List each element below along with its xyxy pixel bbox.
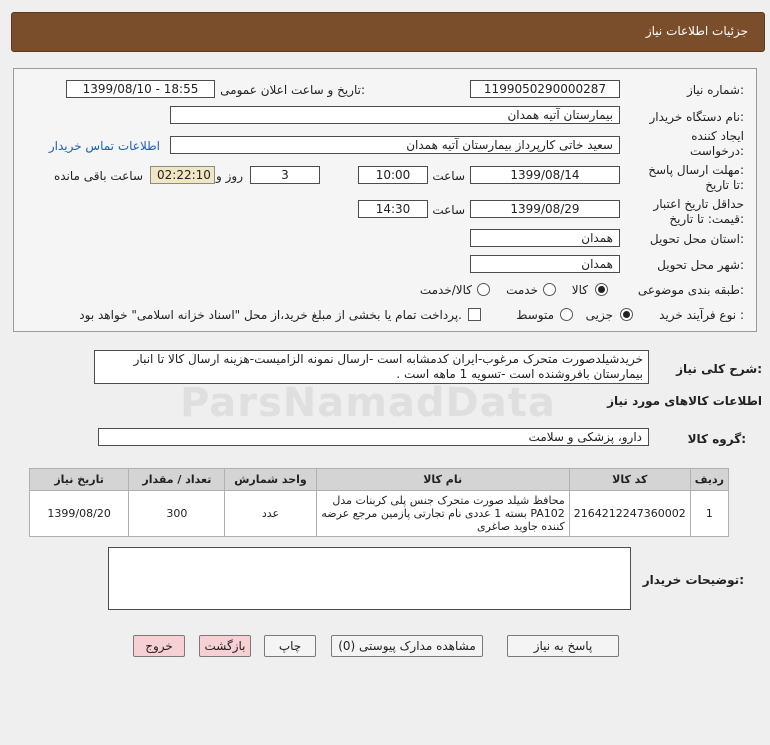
exit-button[interactable]: خروج (133, 635, 185, 657)
process-option-medium: متوسط (516, 308, 554, 322)
city-label: شهر محل تحویل: (657, 258, 744, 272)
deadline-date-field: 1399/08/14 (470, 166, 620, 184)
process-label: نوع فرآیند خرید : (659, 308, 744, 322)
col-name: نام کالا (316, 469, 569, 491)
col-code: کد کالا (569, 469, 690, 491)
description-text: خریدشیلدصورت متحرک مرغوب-ایران کدمشابه است -ارسال نمونه الزامیست-هزینه ارسال کالا تا انبار بیمارستان بافروشنده است -تسویه 1 ماهه است . (94, 350, 649, 384)
buyer-notes-box (108, 547, 631, 610)
category-option-goods-service: کالا/خدمت (419, 283, 472, 297)
category-label: طبقه بندی موضوعی: (637, 283, 744, 297)
category-radio-service[interactable] (543, 283, 556, 296)
description-label: شرح کلی نیاز: (676, 362, 762, 376)
view-attachments-button[interactable]: مشاهده مدارک پیوستی (0) (331, 635, 483, 657)
treasury-payment-note: پرداخت تمام یا بخشی از مبلغ خرید،از محل "اسناد خزانه اسلامی" خواهد بود. (79, 308, 462, 322)
process-radio-medium[interactable] (560, 308, 573, 321)
remaining-label: ساعت باقی مانده (53, 169, 143, 183)
deadline-time-field: 10:00 (358, 166, 428, 184)
cell-code: 2164212247360002 (569, 491, 690, 537)
need-number-field: 1199050290000287 (470, 80, 620, 98)
countdown-timer: 02:22:10 (150, 166, 215, 184)
col-unit: واحد شمارش (225, 469, 316, 491)
creator-field: سعید خاتی کارپرداز بیمارستان آتیه همدان (170, 136, 620, 154)
goods-table (29, 468, 729, 537)
cell-name: محافظ شیلد صورت متحرک جنس پلی کربنات مدل PA102 بسته 1 عددی نام تجارتی پازمین مرجع عرضه کننده جاوید صاغری (316, 491, 569, 537)
category-option-goods: کالا (571, 283, 588, 297)
page-header (11, 12, 765, 52)
cell-quantity: 300 (129, 491, 225, 537)
buyer-contact-link[interactable]: اطلاعات تماس خریدار (48, 139, 160, 153)
announce-datetime-field: 1399/08/10 - 18:55 (66, 80, 215, 98)
validity-time-field: 14:30 (358, 200, 428, 218)
treasury-payment-checkbox[interactable] (468, 308, 481, 321)
city-field: همدان (470, 255, 620, 273)
back-button[interactable]: بازگشت (199, 635, 251, 657)
buyer-org-label: نام دستگاه خریدار: (649, 110, 744, 124)
goods-group-label: گروه کالا: (687, 432, 746, 446)
watermark-text: ParsNamadData (180, 380, 556, 426)
reply-button[interactable]: پاسخ به نیاز (507, 635, 619, 657)
table-row (30, 491, 729, 537)
need-number-label: شماره نیاز: (686, 83, 744, 97)
validity-label-line2: قیمت: تا تاریخ: (669, 212, 744, 226)
process-radio-minor[interactable] (620, 308, 633, 321)
goods-section-title: اطلاعات کالاهای مورد نیاز (607, 394, 762, 408)
goods-group-field: دارو، پزشکی و سلامت (98, 428, 649, 446)
cell-date: 1399/08/20 (30, 491, 129, 537)
deadline-label-line2: تا تاریخ: (705, 178, 744, 192)
days-label: روز و (216, 169, 243, 183)
validity-date-field: 1399/08/29 (470, 200, 620, 218)
print-button[interactable]: چاپ (264, 635, 316, 657)
province-field: همدان (470, 229, 620, 247)
cell-unit: عدد (225, 491, 316, 537)
creator-label-line2: درخواست: (690, 144, 744, 158)
process-option-minor: جزیی (585, 308, 613, 322)
creator-label-line1: ایجاد کننده (691, 129, 744, 143)
buyer-org-field: بیمارستان آتیه همدان (170, 106, 620, 124)
province-label: استان محل تحویل: (649, 232, 744, 246)
buyer-notes-label: توضیحات خریدار: (642, 573, 744, 587)
category-radio-goods[interactable] (595, 283, 608, 296)
days-remaining-field: 3 (250, 166, 320, 184)
validity-time-label: ساعت (432, 203, 465, 217)
validity-label-line1: حداقل تاریخ اعتبار (653, 197, 744, 211)
col-row: ردیف (690, 469, 728, 491)
announce-datetime-label: تاریخ و ساعت اعلان عمومی: (220, 83, 365, 97)
deadline-label-line1: مهلت ارسال پاسخ: (648, 163, 744, 177)
goods-table-header (30, 469, 729, 491)
page-title: جزئیات اطلاعات نیاز (645, 24, 748, 38)
deadline-time-label: ساعت (432, 169, 465, 183)
col-date: تاریخ نیاز (30, 469, 129, 491)
col-quantity: تعداد / مقدار (129, 469, 225, 491)
cell-row: 1 (690, 491, 728, 537)
category-radio-goods-service[interactable] (477, 283, 490, 296)
category-option-service: خدمت (506, 283, 538, 297)
